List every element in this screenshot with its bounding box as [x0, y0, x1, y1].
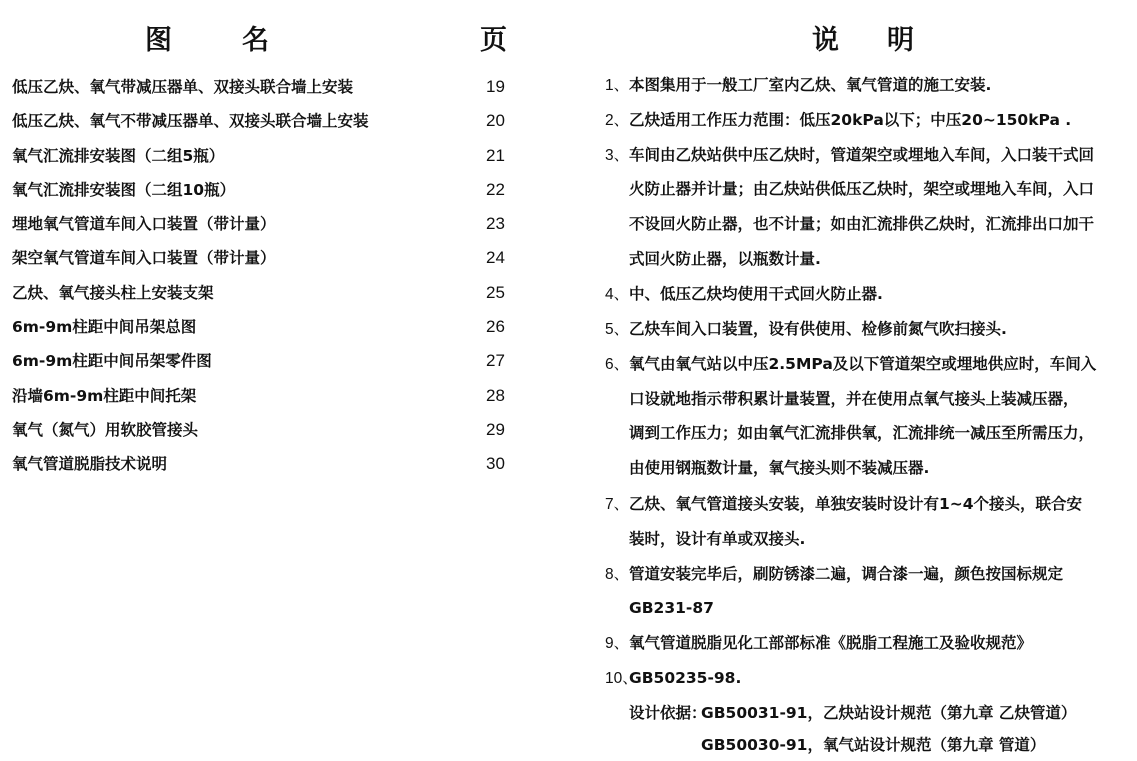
note-line [605, 597, 714, 619]
toc-item-title: 乙炔、氧气接头柱上安装支架 [12, 283, 214, 302]
toc-item-page: 23 [486, 214, 505, 234]
note-text: 口设就地指示带积累计量装置，并在使用点氧气接头上装减压器， [629, 390, 1079, 408]
design-basis-item: GB50030-91，氧气站设计规范（第九章 管道） [701, 736, 1046, 754]
note-text: 装时，设计有单或双接头. [629, 530, 806, 548]
note-text: 由使用钢瓶数计量，氧气接头则不装减压器. [629, 459, 930, 477]
note-line [605, 457, 929, 479]
header-description: 说 明 [812, 25, 916, 56]
note-line [605, 144, 1094, 167]
note-line [605, 528, 805, 550]
note-text: 氧气由氧气站以中压2.5MPa及以下管道架空或埋地供应时，车间入 [629, 355, 1097, 373]
note-text: 乙炔适用工作压力范围：低压20kPa以下；中压20~150kPa . [629, 111, 1072, 129]
toc-item [12, 282, 532, 316]
toc-item-title: 架空氧气管道车间入口装置（带计量） [12, 249, 276, 268]
note-line [605, 248, 821, 270]
toc-item-title: 埋地氧气管道车间入口装置（带计量） [12, 215, 276, 234]
note-number: 2、 [605, 112, 630, 129]
note-text: 火防止器并计量；由乙炔站供低压乙炔时，架空或埋地入车间，入口 [629, 180, 1095, 198]
note-text: 管道安装完毕后，刷防锈漆二遍，调合漆一遍，颜色按国标规定 [629, 565, 1064, 583]
toc-item-page: 26 [486, 317, 505, 337]
note-number: 10、 [605, 670, 638, 687]
toc-item-page: 27 [486, 351, 505, 371]
note-line [605, 632, 1032, 655]
note-line [605, 353, 1096, 376]
toc-item-title: 沿墙6m-9m柱距中间托架 [12, 386, 197, 405]
note-text: GB231-87 [629, 599, 714, 617]
note-text: 本图集用于一般工厂室内乙炔、氧气管道的施工安装. [629, 76, 992, 94]
toc-item-title: 6m-9m柱距中间吊架零件图 [12, 352, 212, 371]
toc-item [12, 247, 532, 281]
toc-item-title: 氧气（氮气）用软胶管接头 [12, 420, 199, 439]
toc-item [12, 350, 532, 384]
note-line [605, 667, 741, 690]
note-line [605, 563, 1063, 586]
toc-item [12, 145, 532, 179]
note-text: 车间由乙炔站供中压乙炔时，管道架空或埋地入车间，入口装干式回 [629, 146, 1095, 164]
toc-item [12, 316, 532, 350]
toc-item-page: 19 [486, 77, 505, 96]
toc-item [12, 76, 532, 110]
note-line [605, 213, 1094, 235]
note-line [605, 388, 1079, 410]
toc-item-page: 30 [486, 454, 505, 474]
toc-item [12, 110, 532, 144]
toc-item-title: 6m-9m柱距中间吊架总图 [12, 318, 197, 337]
design-basis-label: 设计依据： [629, 704, 707, 722]
note-line [605, 318, 1007, 341]
note-text: 式回火防止器，以瓶数计量. [629, 250, 821, 268]
note-line [605, 178, 1094, 200]
header-page: 页 [480, 25, 509, 56]
note-text: 乙炔车间入口装置，设有供使用、检修前氮气吹扫接头. [629, 320, 1007, 338]
toc-item-title: 氧气管道脱脂技术说明 [12, 455, 168, 474]
toc-item-page: 24 [486, 248, 505, 268]
note-text: 调到工作压力；如由氧气汇流排供氧，汇流排统一减压至所需压力， [629, 424, 1095, 442]
note-text: 中、低压乙炔均使用干式回火防止器. [629, 285, 883, 303]
toc-item-page: 29 [486, 419, 505, 439]
toc-item-title: 氧气汇流排安装图（二组10瓶） [12, 180, 236, 199]
note-number: 4、 [605, 286, 630, 303]
table-of-contents [12, 76, 532, 488]
note-number: 3、 [605, 147, 630, 164]
note-text: GB50235-98. [629, 669, 742, 687]
note-line [605, 493, 1082, 516]
note-line [605, 109, 1071, 132]
note-line [605, 422, 1094, 444]
note-line [605, 283, 883, 306]
note-number: 5、 [605, 321, 630, 338]
note-line [605, 74, 991, 97]
note-number: 1、 [605, 77, 630, 94]
toc-item-page: 25 [486, 282, 505, 302]
toc-item-page: 28 [486, 385, 505, 405]
note-number: 6、 [605, 356, 630, 373]
design-basis-line [629, 702, 1076, 724]
toc-item-title: 低压乙炔、氧气带减压器单、双接头联合墙上安装 [12, 78, 354, 96]
toc-item-title: 低压乙炔、氧气不带减压器单、双接头联合墙上安装 [12, 112, 369, 131]
note-text: 不设回火防止器，也不计量；如由汇流排供乙炔时，汇流排出口加干 [629, 215, 1095, 233]
note-text: 氧气管道脱脂见化工部部标准《脱脂工程施工及验收规范》 [629, 634, 1033, 652]
toc-item-page: 21 [486, 145, 505, 165]
toc-item [12, 179, 532, 213]
header-drawing-name: 图 名 [145, 25, 271, 56]
toc-item [12, 385, 532, 419]
note-number: 8、 [605, 566, 630, 583]
design-basis-item: GB50031-91，乙炔站设计规范（第九章 乙炔管道） [701, 704, 1077, 722]
toc-item [12, 213, 532, 247]
note-number: 9、 [605, 635, 630, 652]
toc-item [12, 419, 532, 453]
note-text: 乙炔、氧气管道接头安装，单独安装时设计有1~4个接头，联合安 [629, 495, 1083, 513]
toc-item-title: 氧气汇流排安装图（二组5瓶） [12, 146, 225, 165]
note-number: 7、 [605, 496, 630, 513]
toc-item-page: 22 [486, 179, 505, 199]
toc-item-page: 20 [486, 111, 505, 131]
toc-item [12, 453, 532, 487]
